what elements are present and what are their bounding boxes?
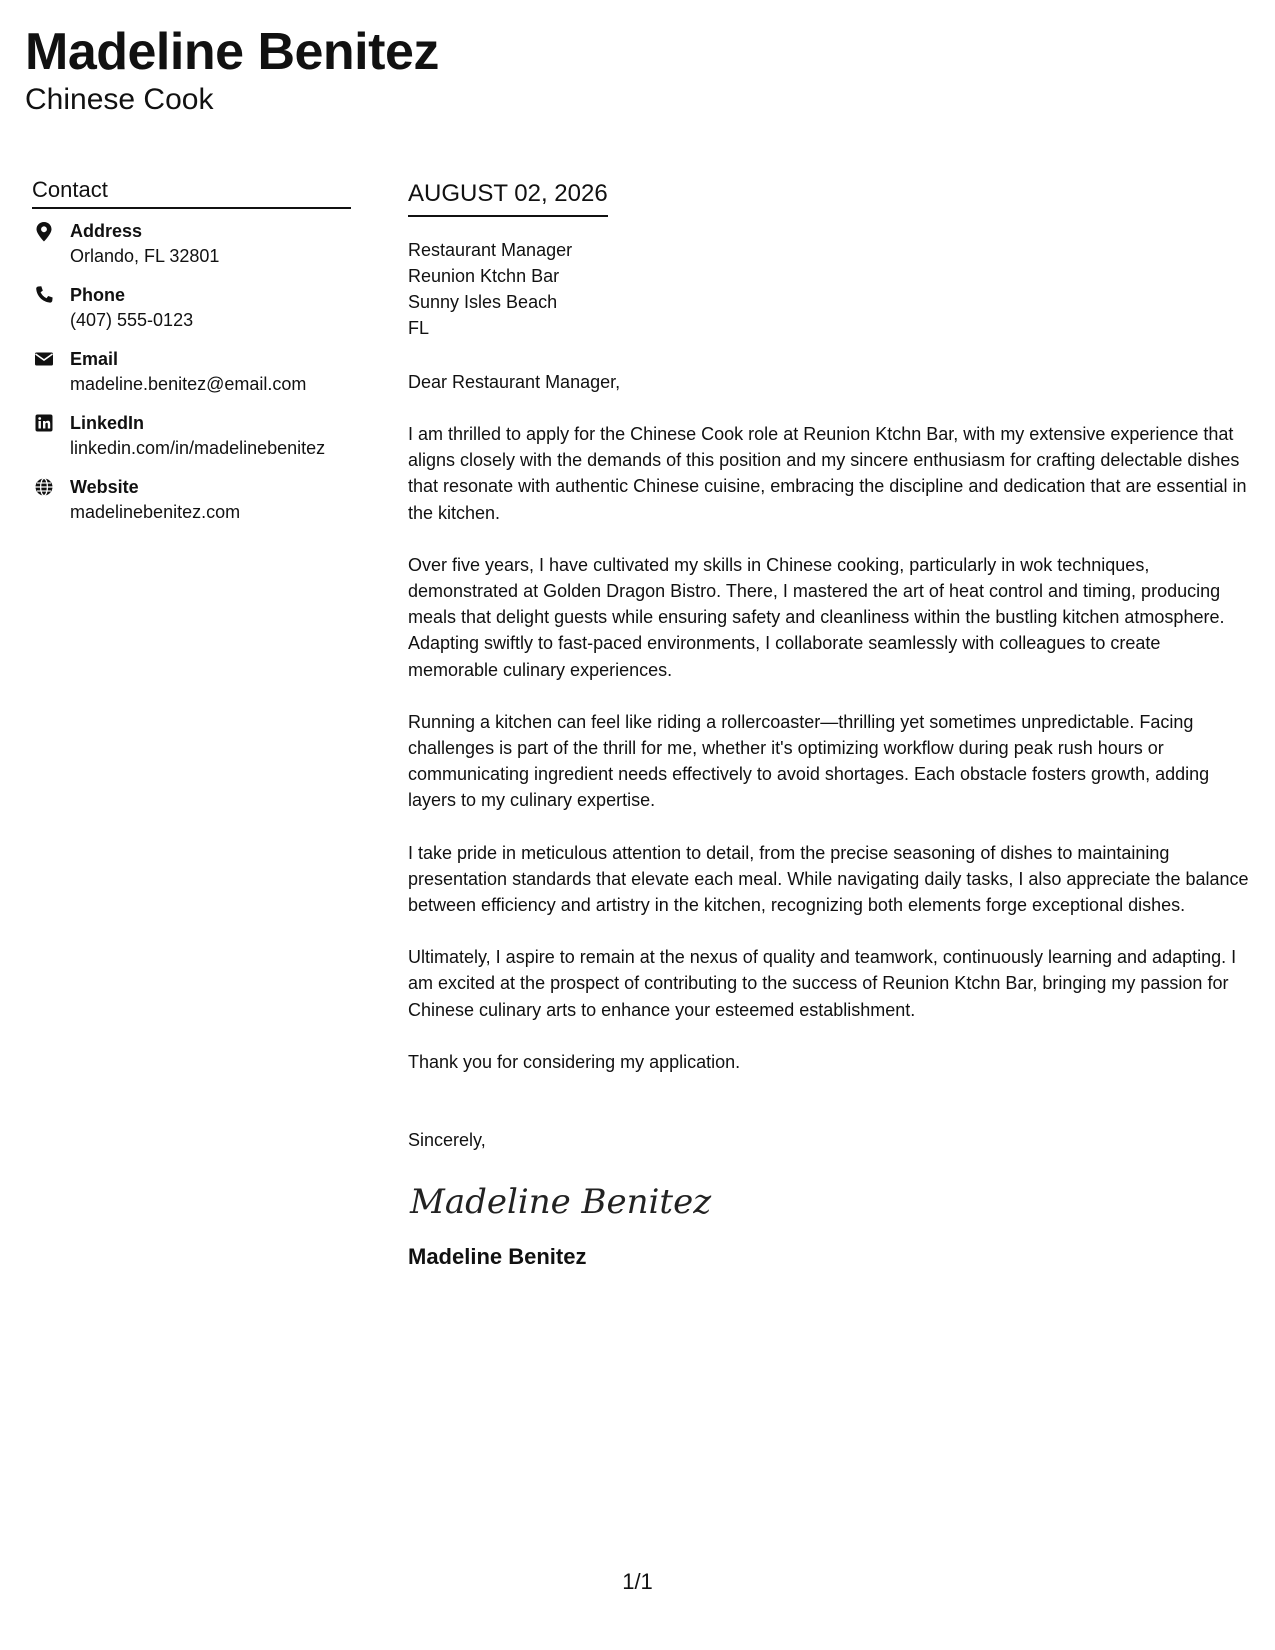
website-label: Website (70, 477, 139, 497)
handwritten-signature (408, 1177, 1253, 1225)
linkedin-icon (34, 413, 54, 433)
letter-paragraph: Running a kitchen can feel like riding a rollercoaster—thrilling yet sometimes unpredictable. Facing challenges is part of the thrill for me, whether it's optimizing workflow during peak rush hours or communicating ingredient needs effectively to avoid shortages. Each obstacle fosters growth, adding layers to my culinary expertise. (408, 711, 1210, 811)
email-value: madeline.benitez@email.com (70, 374, 307, 394)
recipient-line: Sunny Isles Beach (408, 292, 558, 312)
page-number: 1/1 (622, 1569, 653, 1594)
phone-value: (407) 555-0123 (70, 310, 194, 330)
contact-item-address (32, 219, 351, 269)
email-label: Email (70, 349, 119, 369)
letter-paragraph: I take pride in meticulous attention to detail, from the precise seasoning of dishes to maintaining presentation standards that elevate each meal. While navigating daily tasks, I also appreciate the balance between efficiency and artistry in the kitchen, recognizing both elements forge exceptional dishes. (408, 842, 1249, 916)
resume-header (25, 22, 439, 118)
contact-item-phone (32, 283, 351, 333)
contact-item-linkedin (32, 411, 351, 461)
letter-paragraph: Ultimately, I aspire to remain at the nexus of quality and teamwork, continuously learning and adapting. I am excited at the prospect of contributing to the success of Reunion Ktchn Bar, bringing my passion for Chinese culinary arts to enhance your esteemed establishment. (408, 947, 1237, 1020)
closing: Sincerely, (408, 1130, 486, 1151)
address-value: Orlando, FL 32801 (70, 246, 220, 266)
contact-item-email (32, 347, 351, 397)
address-label: Address (70, 221, 143, 241)
globe-icon (34, 477, 54, 497)
letter-paragraph: Thank you for considering my application. (408, 1051, 741, 1072)
contact-item-website (32, 475, 351, 525)
location-pin-icon (34, 221, 54, 241)
phone-icon (34, 285, 54, 305)
recipient-line: Restaurant Manager (408, 240, 573, 260)
letter-paragraph: I am thrilled to apply for the Chinese Cook role at Reunion Ktchn Bar, with my extensive experience that aligns closely with the demands of this position and my sincere enthusiasm for crafting delectable dishes that resonate with authentic Chinese cuisine, embracing the discipline and dedication that are essential in the kitchen. (408, 424, 1247, 523)
linkedin-label: LinkedIn (70, 413, 145, 433)
letter-paragraph: Over five years, I have cultivated my skills in Chinese cooking, particularly in wok techniques, demonstrated at Golden Dragon Bistro. There, I mastered the art of heat control and timing, producing meals that delight guests while ensuring safety and cleanliness within the bustling kitchen atmosphere. Adapting swiftly to fast-paced environments, I collaborate seamlessly with colleagues to create memorable culinary experiences. (408, 554, 1225, 680)
phone-label: Phone (70, 285, 126, 305)
recipient-line: Reunion Ktchn Bar (408, 266, 560, 286)
salutation: Dear Restaurant Manager, (408, 372, 621, 392)
envelope-icon (34, 349, 54, 369)
applicant-name: Madeline Benitez (25, 23, 439, 81)
signature-text: Madeline Benitez (410, 1182, 712, 1223)
contact-heading: Contact (32, 176, 351, 209)
letter-date: AUGUST 02, 2026 (408, 178, 608, 217)
signer-name: Madeline Benitez (408, 1244, 587, 1270)
cover-letter-body (408, 178, 1253, 1271)
job-title: Chinese Cook (25, 83, 214, 116)
recipient-block (408, 237, 1253, 341)
linkedin-value: linkedin.com/in/madelinebenitez (70, 438, 326, 458)
recipient-line: FL (408, 318, 430, 338)
website-value: madelinebenitez.com (70, 502, 241, 522)
contact-sidebar (32, 176, 351, 539)
